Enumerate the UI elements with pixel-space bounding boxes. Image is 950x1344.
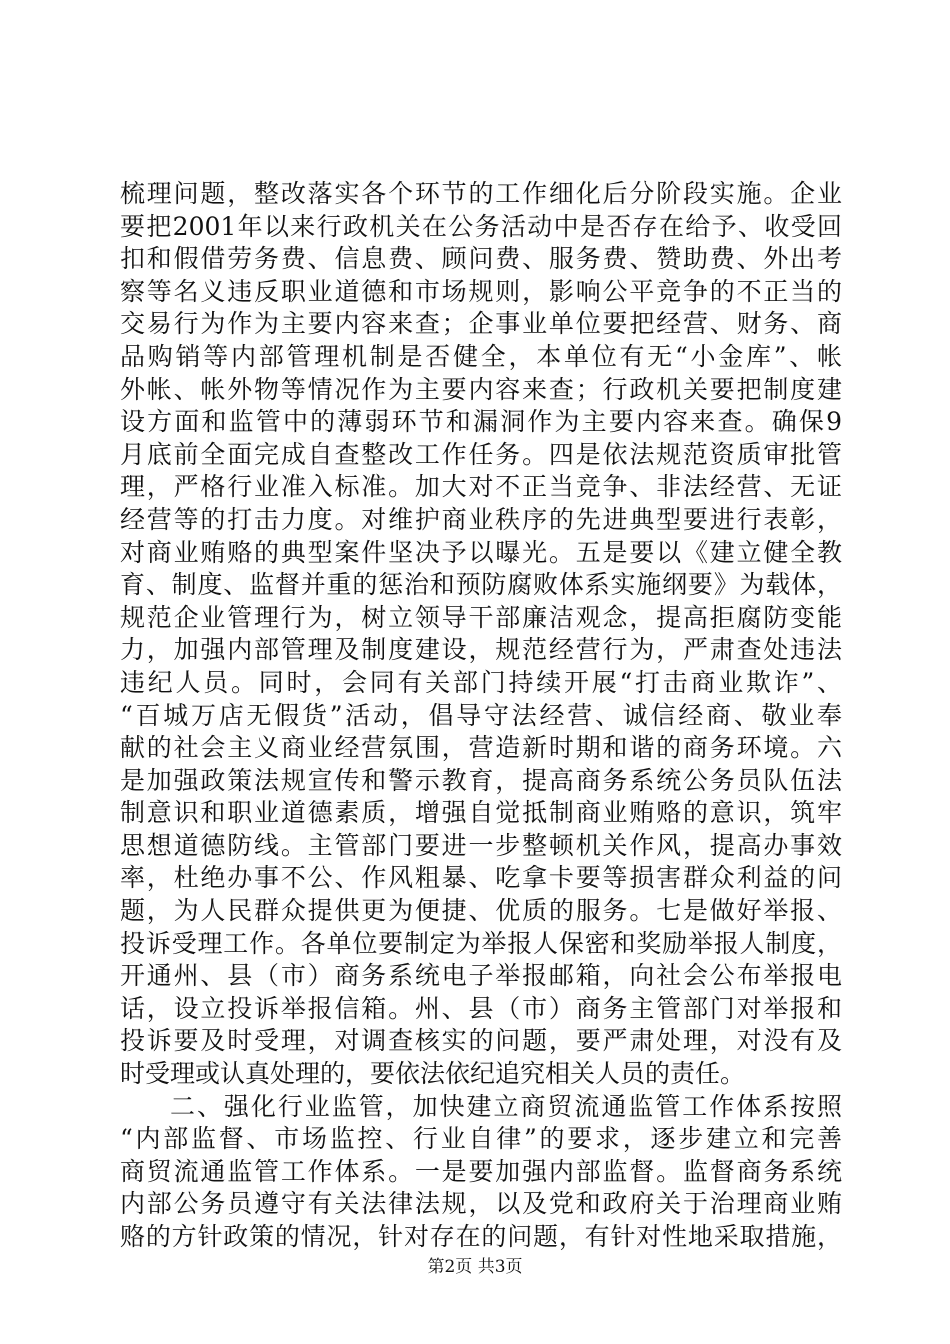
text-line: 理，严格行业准入标准。加大对不正当竞争、非法经营、无证 [120, 472, 842, 502]
text-line: 力，加强内部管理及制度建设，规范经营行为，严肃查处违法 [120, 635, 842, 665]
text-line: 思想道德防线。主管部门要进一步整顿机关作风，提高办事效 [120, 830, 842, 860]
text-line: 开通州、县（市）商务系统电子举报邮箱，向社会公布举报电 [120, 961, 842, 991]
text-line: “百城万店无假货”活动，倡导守法经营、诚信经商、敬业奉 [120, 700, 842, 730]
text-line: 题，为人民群众提供更为便捷、优质的服务。七是做好举报、 [120, 896, 842, 926]
text-line: 商贸流通监管工作体系。一是要加强内部监督。监督商务系统 [120, 1156, 842, 1186]
text-line: 率，杜绝办事不公、作风粗暴、吃拿卡要等损害群众利益的问 [120, 863, 842, 893]
text-line: 外帐、帐外物等情况作为主要内容来查；行政机关要把制度建 [120, 374, 842, 404]
text-line: 察等名义违反职业道德和市场规则，影响公平竞争的不正当的 [120, 276, 842, 306]
text-line: 是加强政策法规宣传和警示教育，提高商务系统公务员队伍法 [120, 765, 842, 795]
text-line: 品购销等内部管理机制是否健全，本单位有无“小金库”、帐 [120, 341, 842, 371]
text-line: 献的社会主义商业经营氛围，营造新时期和谐的商务环境。六 [120, 733, 842, 763]
text-line: 育、制度、监督并重的惩治和预防腐败体系实施纲要》为载体， [120, 570, 842, 600]
text-line: 要把2001年以来行政机关在公务活动中是否存在给予、收受回 [120, 211, 842, 241]
text-line: 违纪人员。同时，会同有关部门持续开展“打击商业欺诈”、 [120, 667, 842, 697]
text-line: 投诉受理工作。各单位要制定为举报人保密和奖励举报人制度， [120, 928, 842, 958]
text-line: 经营等的打击力度。对维护商业秩序的先进典型要进行表彰， [120, 504, 842, 534]
text-line: 赂的方针政策的情况，针对存在的问题，有针对性地采取措施， [120, 1222, 842, 1251]
text-line: 话，设立投诉举报信箱。州、县（市）商务主管部门对举报和 [120, 993, 842, 1023]
text-line: 投诉要及时受理，对调查核实的问题，要严肃处理，对没有及 [120, 1026, 842, 1056]
page-footer [0, 1252, 950, 1277]
page-number-label: 第2页 共3页 [427, 1257, 523, 1277]
text-line: 规范企业管理行为，树立领导干部廉洁观念，提高拒腐防变能 [120, 602, 842, 632]
text-line: 设方面和监管中的薄弱环节和漏洞作为主要内容来查。确保9 [120, 407, 842, 437]
text-line: 二、强化行业监管，加快建立商贸流通监管工作体系按照 [170, 1091, 842, 1121]
text-line: 扣和假借劳务费、信息费、顾问费、服务费、赞助费、外出考 [120, 244, 842, 274]
text-line: 梳理问题，整改落实各个环节的工作细化后分阶段实施。企业 [120, 179, 842, 208]
text-line: 时受理或认真处理的，要依法依纪追究相关人员的责任。 [120, 1059, 746, 1089]
text-line: 交易行为作为主要内容来查；企事业单位要把经营、财务、商 [120, 309, 842, 339]
text-line: 对商业贿赂的典型案件坚决予以曝光。五是要以《建立健全教 [120, 537, 842, 567]
body-text [120, 178, 842, 1254]
text-line: 内部公务员遵守有关法律法规，以及党和政府关于治理商业贿 [120, 1189, 842, 1219]
text-line: 月底前全面完成自查整改工作任务。四是依法规范资质审批管 [120, 439, 842, 469]
text-line: 制意识和职业道德素质，增强自觉抵制商业贿赂的意识，筑牢 [120, 798, 842, 828]
text-line: “内部监督、市场监控、行业自律”的要求，逐步建立和完善 [120, 1124, 842, 1154]
